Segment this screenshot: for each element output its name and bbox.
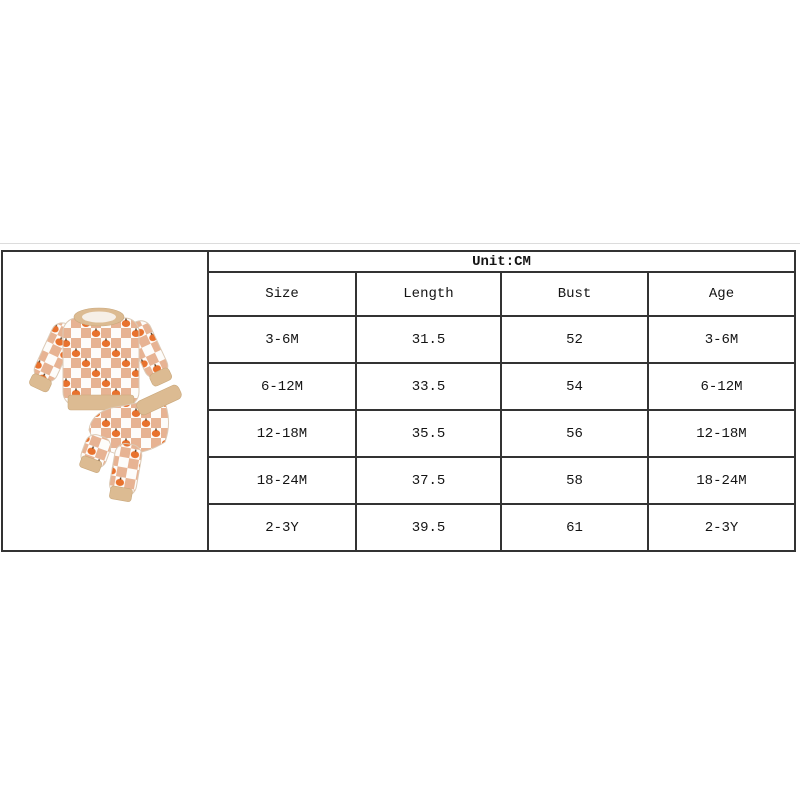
cell-size: 18-24M (208, 457, 356, 504)
size-chart-table (1, 250, 796, 552)
header-length: Length (356, 272, 501, 316)
header-size: Size (208, 272, 356, 316)
cell-length: 39.5 (356, 504, 501, 551)
cell-age: 2-3Y (648, 504, 795, 551)
header-age: Age (648, 272, 795, 316)
cell-bust: 56 (501, 410, 648, 457)
cell-size: 12-18M (208, 410, 356, 457)
cell-age: 3-6M (648, 316, 795, 363)
cell-length: 33.5 (356, 363, 501, 410)
cell-length: 35.5 (356, 410, 501, 457)
product-photo-cell (2, 251, 208, 551)
unit-row (2, 251, 795, 272)
cell-size: 6-12M (208, 363, 356, 410)
cell-length: 31.5 (356, 316, 501, 363)
cell-size: 3-6M (208, 316, 356, 363)
cell-bust: 61 (501, 504, 648, 551)
cell-length: 37.5 (356, 457, 501, 504)
cell-age: 6-12M (648, 363, 795, 410)
sweatshirt (28, 308, 173, 410)
header-bust: Bust (501, 272, 648, 316)
cell-bust: 58 (501, 457, 648, 504)
cell-size: 2-3Y (208, 504, 356, 551)
product-photo (11, 298, 201, 550)
cell-age: 18-24M (648, 457, 795, 504)
unit-label: Unit:CM (208, 251, 795, 272)
cell-bust: 54 (501, 363, 648, 410)
cell-age: 12-18M (648, 410, 795, 457)
faint-divider (0, 243, 800, 244)
cell-bust: 52 (501, 316, 648, 363)
